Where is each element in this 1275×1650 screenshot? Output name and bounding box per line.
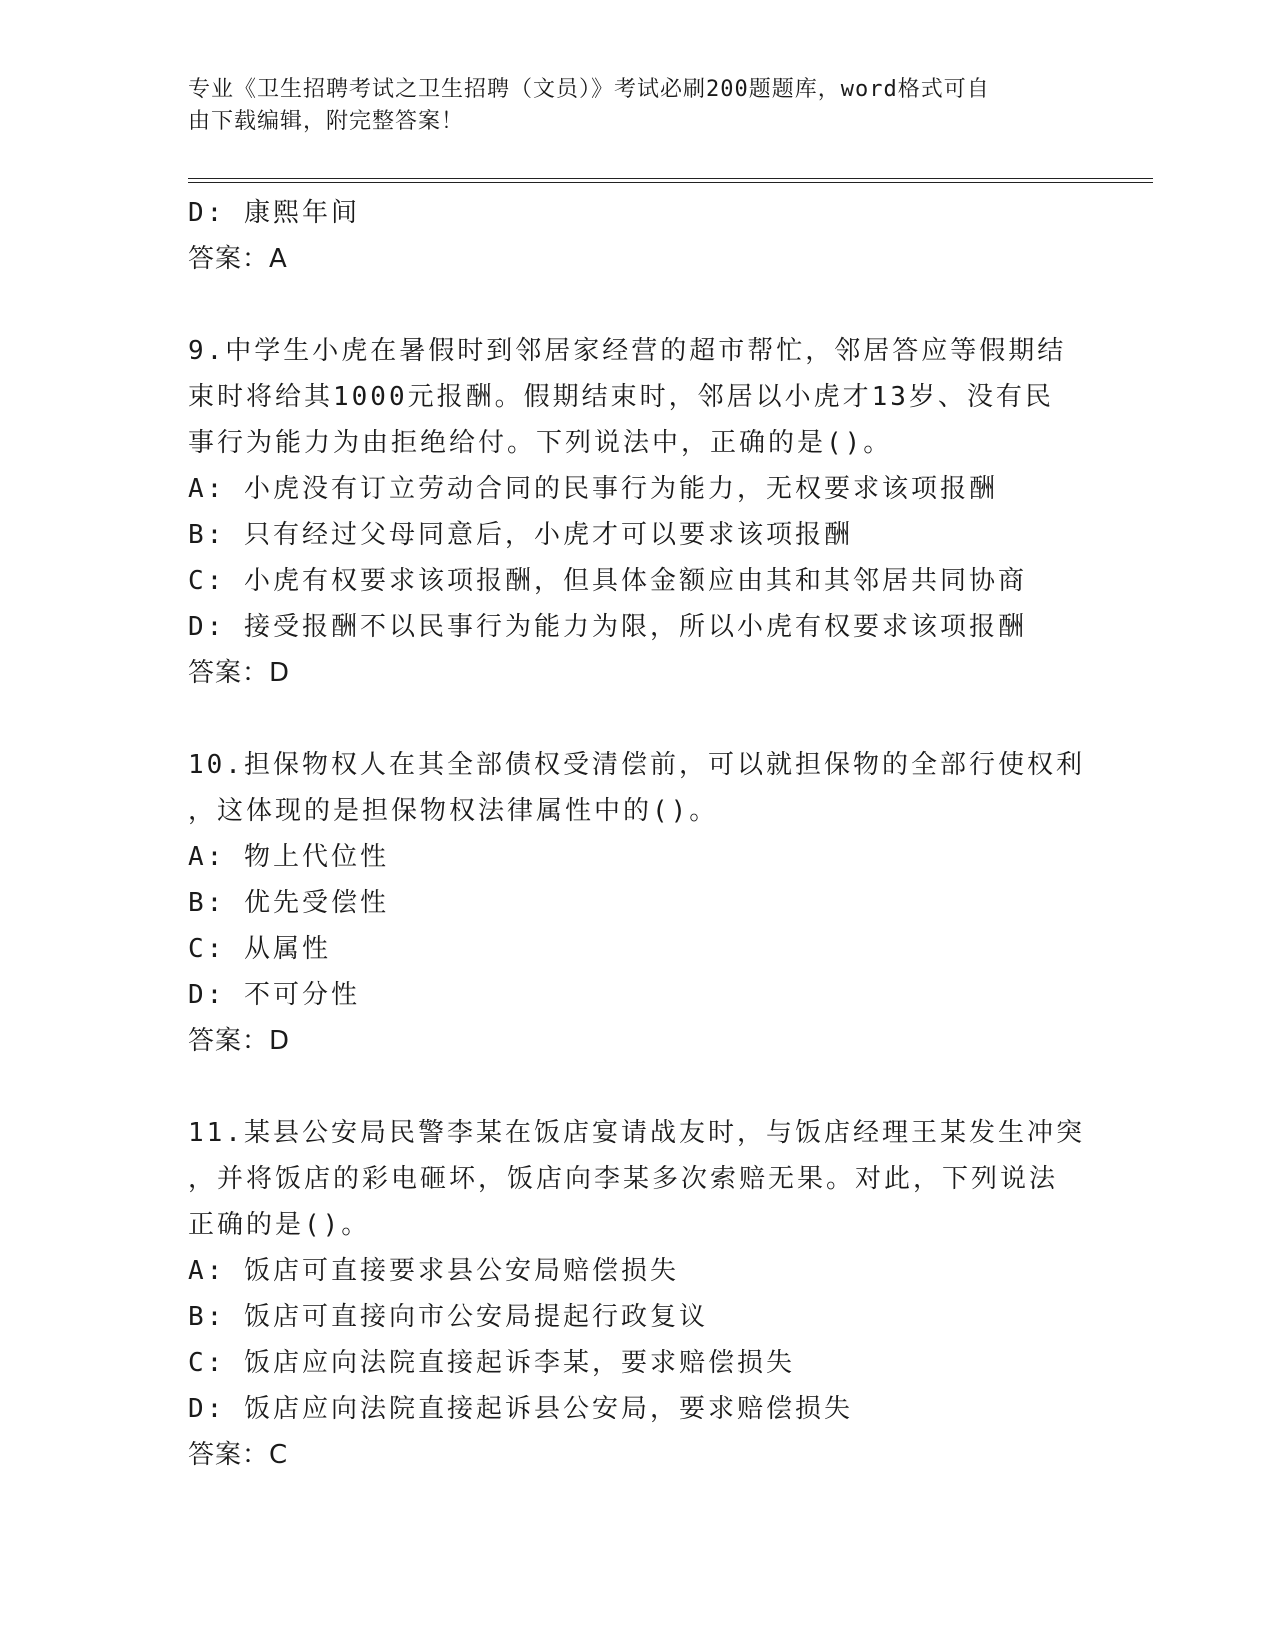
question-10 — [188, 742, 1085, 1064]
answer-line: 答案：A — [188, 244, 288, 274]
question-stem-line: 正确的是()。 — [188, 1210, 371, 1240]
option-c: C: 饭店应向法院直接起诉李某，要求赔偿损失 — [188, 1348, 795, 1378]
question-stem-line: 9.中学生小虎在暑假时到邻居家经营的超市帮忙，邻居答应等假期结 — [188, 336, 1067, 366]
answer-line: 答案：D — [188, 1026, 291, 1056]
question-stem-line: 束时将给其1000元报酬。假期结束时，邻居以小虎才13岁、没有民 — [188, 382, 1054, 412]
question-stem-line: 事行为能力为由拒绝给付。下列说法中，正确的是()。 — [188, 428, 893, 458]
option-d: D: 康熙年间 — [188, 198, 360, 228]
answer-line: 答案：D — [188, 658, 291, 688]
question-stem-line: 10.担保物权人在其全部债权受清偿前，可以就担保物的全部行使权利 — [188, 750, 1085, 780]
header-line-2: 由下载编辑，附完整答案！ — [188, 109, 465, 134]
option-a: A: 物上代位性 — [188, 842, 389, 872]
option-b: B: 只有经过父母同意后，小虎才可以要求该项报酬 — [188, 520, 853, 550]
question-stem-line: 11.某县公安局民警李某在饭店宴请战友时，与饭店经理王某发生冲突 — [188, 1118, 1085, 1148]
spacer — [188, 696, 1068, 742]
option-a: A: 小虎没有订立劳动合同的民事行为能力，无权要求该项报酬 — [188, 474, 998, 504]
spacer — [188, 282, 1068, 328]
question-stem-line: ，这体现的是担保物权法律属性中的()。 — [188, 796, 719, 826]
spacer — [188, 1064, 1068, 1110]
option-b: B: 饭店可直接向市公安局提起行政复议 — [188, 1302, 708, 1332]
option-d: D: 不可分性 — [188, 980, 360, 1010]
option-c: C: 从属性 — [188, 934, 331, 964]
question-9 — [188, 328, 1068, 696]
question-stem-line: ，并将饭店的彩电砸坏，饭店向李某多次索赔无果。对此，下列说法 — [188, 1164, 1059, 1194]
option-d: D: 饭店应向法院直接起诉县公安局，要求赔偿损失 — [188, 1394, 853, 1424]
question-11 — [188, 1110, 1085, 1478]
header-divider — [188, 178, 1153, 183]
option-a: A: 饭店可直接要求县公安局赔偿损失 — [188, 1256, 679, 1286]
header-line-1: 专业《卫生招聘考试之卫生招聘（文员）》考试必刷200题题库，word格式可自 — [188, 77, 990, 102]
answer-line: 答案：C — [188, 1440, 289, 1470]
option-b: B: 优先受偿性 — [188, 888, 389, 918]
option-d: D: 接受报酬不以民事行为能力为限，所以小虎有权要求该项报酬 — [188, 612, 1027, 642]
option-c: C: 小虎有权要求该项报酬，但具体金额应由其和其邻居共同协商 — [188, 566, 1027, 596]
previous-question-tail — [188, 190, 1068, 282]
page-header — [188, 74, 1088, 138]
document-body — [188, 190, 1085, 1478]
